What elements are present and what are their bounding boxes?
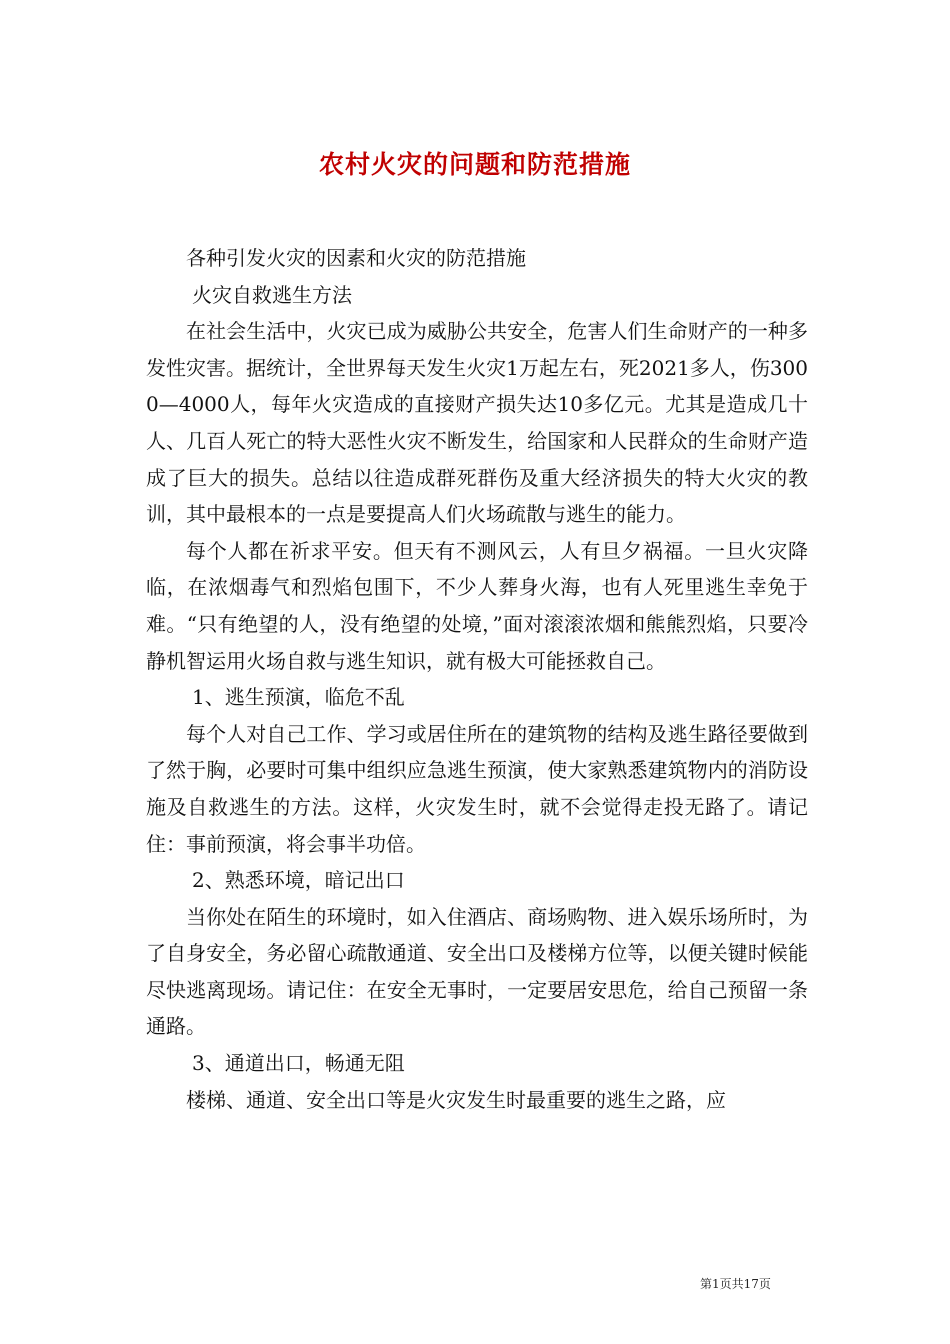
paragraph-section-1: 每个人对自己工作、学习或居住所在的建筑物的结构及逃生路径要做到了然于胸，必要时可集中组织应急逃生预演，使大家熟悉建筑物内的消防设施及自救逃生的方法。这样，火灾发生时，就不会觉得走投无路了。请记住：事前预演，将会事半功倍。: [146, 721, 808, 856]
section-heading-3: 3、通道出口，畅通无阻: [192, 1051, 405, 1076]
paragraph-subtitle-escape: 火灾自救逃生方法: [192, 282, 352, 307]
section-heading-2: 2、熟悉环境，暗记出口: [192, 868, 405, 893]
document-body: [146, 240, 808, 1118]
paragraph-subtitle-causes: 各种引发火灾的因素和火灾的防范措施: [186, 246, 526, 270]
paragraph-section-3: 楼梯、通道、安全出口等是火灾发生时最重要的逃生之路，应: [186, 1087, 726, 1112]
page-number: 第1页共17页: [700, 1277, 771, 1291]
section-heading-1: 1、逃生预演，临危不乱: [192, 685, 405, 710]
paragraph-intro: 在社会生活中，火灾已成为威胁公共安全，危害人们生命财产的一种多发性灾害。据统计，全世界每天发生火灾1万起左右，死2021多人，伤3000—4000人，每年火灾造成的直接财产损失达10多亿元。尤其是造成几十人、几百人死亡的特大恶性火灾不断发生，给国家和人民群众的生命财产造成了巨大的损失。总结以往造成群死群伤及重大经济损失的特大火灾的教训，其中最根本的一点是要提高人们火场疏散与逃生的能力。: [146, 319, 808, 527]
paragraph-section-2: 当你处在陌生的环境时，如入住酒店、商场购物、进入娱乐场所时，为了自身安全，务必留心疏散通道、安全出口及楼梯方位等，以便关键时候能尽快逃离现场。请记住：在安全无事时，一定要居安思危，给自己预留一条通路。: [146, 904, 808, 1039]
paragraph-safety: 每个人都在祈求平安。但天有不测风云，人有旦夕祸福。一旦火灾降临，在浓烟毒气和烈焰包围下，不少人葬身火海，也有人死里逃生幸免于难。“只有绝望的人，没有绝望的处境，”面对滚滚浓烟和熊熊烈焰，只要冷静机智运用火场自救与逃生知识，就有极大可能拯救自己。: [146, 538, 808, 673]
document-title: 农村火灾的问题和防范措施: [318, 149, 631, 179]
